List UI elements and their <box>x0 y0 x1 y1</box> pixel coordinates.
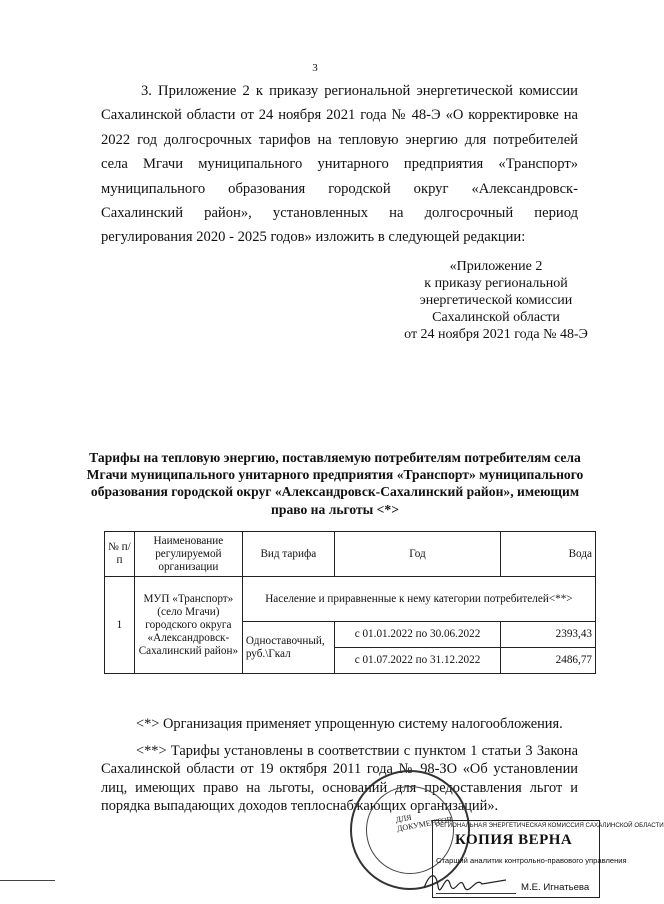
row-tariff-type: Одноставочный, руб.\Гкал <box>242 622 334 674</box>
row-value-2: 2486,77 <box>501 648 596 674</box>
row-num: 1 <box>105 577 135 674</box>
signature-line <box>436 893 516 894</box>
stamp-header: РЕГИОНАЛЬНАЯ ЭНЕРГЕТИЧЕСКАЯ КОМИССИЯ САХАЛИНСКОЙ ОБЛАСТИ <box>436 822 664 829</box>
note-tax: <*> Организация применяет упрощенную систему налогообложения. <box>136 716 563 732</box>
row-period-2: с 01.07.2022 по 31.12.2022 <box>334 648 500 674</box>
appendix-line-4: Сахалинской области <box>432 310 560 325</box>
appendix-line-5: от 24 ноября 2021 года № 48-Э <box>404 327 588 342</box>
page-number: 3 <box>312 62 318 74</box>
appendix-header <box>386 258 606 343</box>
row-value-1: 2393,43 <box>501 622 596 648</box>
appendix-line-2: к приказу региональной <box>424 276 568 291</box>
paragraph-amendment: 3. Приложение 2 к приказу региональной энергетической комиссии Сахалинской области от 24 ноября 2021 года № 48-Э «О корректировке на 2022 год долгосрочных тарифов на тепловую энергию для потребителей села Мгачи муниципального унитарного предприятия «Транспорт» муниципального образования городской округ «Александровск-Сахалинский район», установленных на долгосрочный период регулирования 2020 - 2025 годов» изложить в следующей редакции: <box>101 83 578 246</box>
header-num: № п/п <box>105 532 135 577</box>
stamp-signer-name: М.Е. Игнатьева <box>521 882 590 893</box>
signature-icon <box>420 866 510 894</box>
header-tariff-type: Вид тарифа <box>242 532 334 577</box>
header-water: Вода <box>501 532 596 577</box>
footer-divider <box>0 880 55 881</box>
table-title: Тарифы на тепловую энергию, поставляемую потребителям потребителям села Мгачи муниципального унитарного предприятия «Транспорт» муниципального образования городской округ «Александровск-Сахалинский район», имеющим право на льготы <*> <box>86 450 584 517</box>
stamp-copy-label: КОПИЯ ВЕРНА <box>455 832 573 848</box>
tariff-table <box>104 531 596 674</box>
appendix-line-3: энергетической комиссии <box>419 293 573 308</box>
row-period-1: с 01.01.2022 по 30.06.2022 <box>334 622 500 648</box>
table-header-row <box>105 532 596 577</box>
note-benefits: <**> Тарифы установлены в соответствии с пунктом 1 статьи 3 Закона Сахалинской области от 19 октября 2011 года № 98-ЗО «Об установлении лиц, имеющих право на льготы, оснований для предоставления льгот и порядка выпадающих доходов теплоснабжающих организаций». <box>101 743 578 815</box>
appendix-line-1: «Приложение 2 <box>449 259 543 274</box>
row-category: Население и приравненные к нему категории потребителей<**> <box>242 577 595 622</box>
header-year: Год <box>334 532 500 577</box>
stamp-position: Старший аналитик контрольно-правового управления <box>436 856 627 865</box>
table-row <box>105 577 596 622</box>
row-org: МУП «Транспорт» (село Мгачи) городского округа «Александровск-Сахалинский район» <box>134 577 242 674</box>
header-org: Наименование регулируемой организации <box>134 532 242 577</box>
seal-label: ДЛЯ ДОКУМЕНТОВ <box>394 812 453 834</box>
